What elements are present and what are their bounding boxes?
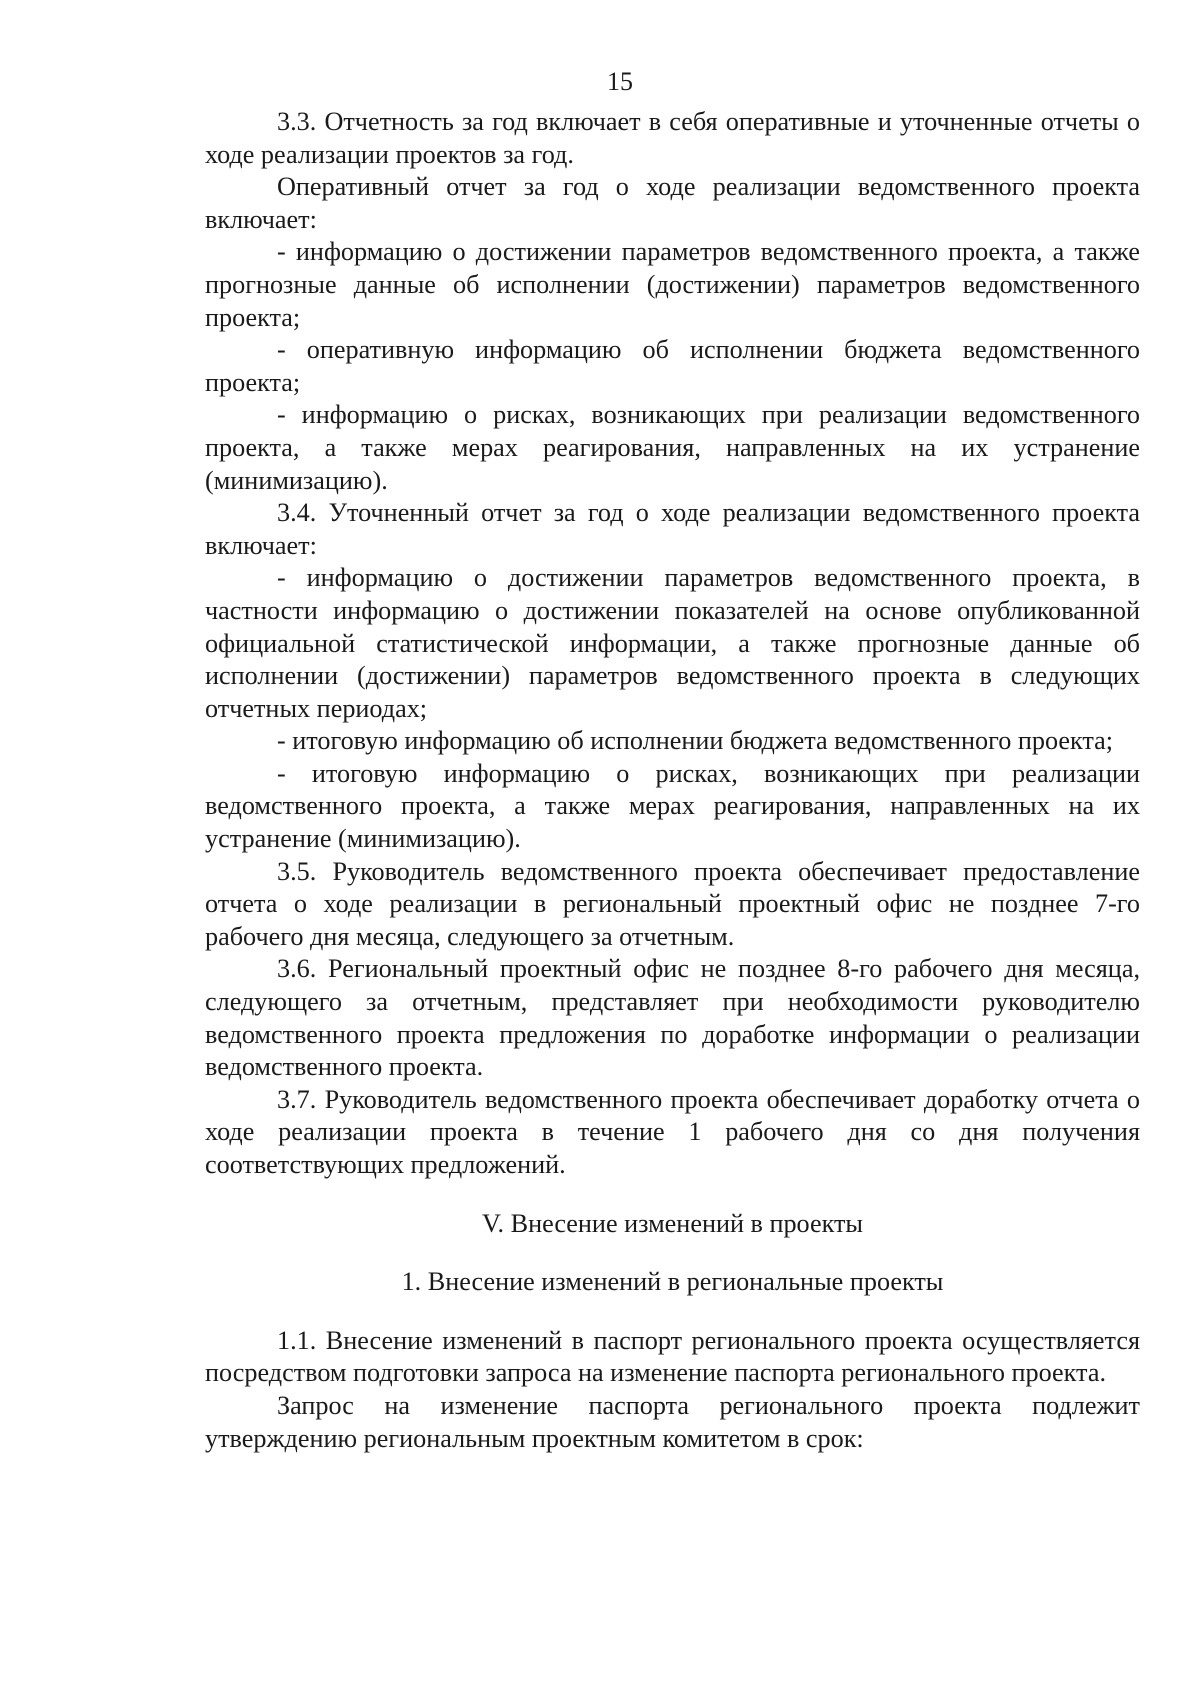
paragraph-1-1: 1.1. Внесение изменений в паспорт регионального проекта осуществляется посредством подготовки запроса на изменение паспорта регионального проекта. (205, 1325, 1140, 1388)
paragraph-3-6: 3.6. Региональный проектный офис не позднее 8-го рабочего дня месяца, следующего за отчетным, представляет при необходимости руководителю ведомственного проекта предложения по доработке информации о реализации ведомственного проекта. (205, 954, 1140, 1082)
list-item-budget-info: - оперативную информацию об исполнении бюджета ведомственного проекта; (205, 335, 1140, 397)
paragraph-operational-report: Оперативный отчет за год о ходе реализации ведомственного проекта включает: (205, 172, 1140, 234)
list-item-refined-parameters-info: - информацию о достижении параметров ведомственного проекта, в частности информацию о достижении показателей на основе опубликованной официальной статистической информации, а также прогнозные данные об исполнении (достижении) параметров ведомственного проекта в следующих отчетных периодах; (205, 563, 1140, 723)
paragraph-3-7: 3.7. Руководитель ведомственного проекта обеспечивает доработку отчета о ходе реализации проекта в течение 1 рабочего дня со дня получения соответствующих предложений. (205, 1084, 1140, 1179)
list-item-risks-info: - информацию о рисках, возникающих при реализации ведомственного проекта, а также мерах реагирования, направленных на их устранение (минимизацию). (205, 400, 1140, 495)
paragraph-change-request: Запрос на изменение паспорта регионального проекта подлежит утверждению региональным проектным комитетом в срок: (205, 1390, 1140, 1453)
paragraph-3-5: 3.5. Руководитель ведомственного проекта обеспечивает предоставление отчета о ходе реализации в региональный проектный офис не позднее 7-го рабочего дня месяца, следующего за отчетным. (205, 856, 1140, 951)
paragraph-3-3: 3.3. Отчетность за год включает в себя оперативные и уточненные отчеты о ходе реализации проектов за год. (205, 107, 1140, 169)
page-number: 15 (607, 67, 633, 96)
list-item-final-budget-info: - итоговую информацию об исполнении бюджета ведомственного проекта; (277, 726, 1114, 756)
paragraph-3-4: 3.4. Уточненный отчет за год о ходе реализации ведомственного проекта включает: (205, 498, 1140, 560)
list-item-final-risks-info: - итоговую информацию о рисках, возникающих при реализации ведомственного проекта, а также мерах реагирования, направленных на их устранение (минимизацию). (205, 758, 1140, 854)
section-title: V. Внесение изменений в проекты (481, 1208, 864, 1238)
subsection-title: 1. Внесение изменений в региональные проекты (401, 1267, 944, 1297)
list-item-parameters-info: - информацию о достижении параметров ведомственного проекта, а также прогнозные данные об исполнении (достижении) параметров ведомственного проекта; (205, 237, 1140, 332)
document-body (205, 106, 1140, 1455)
